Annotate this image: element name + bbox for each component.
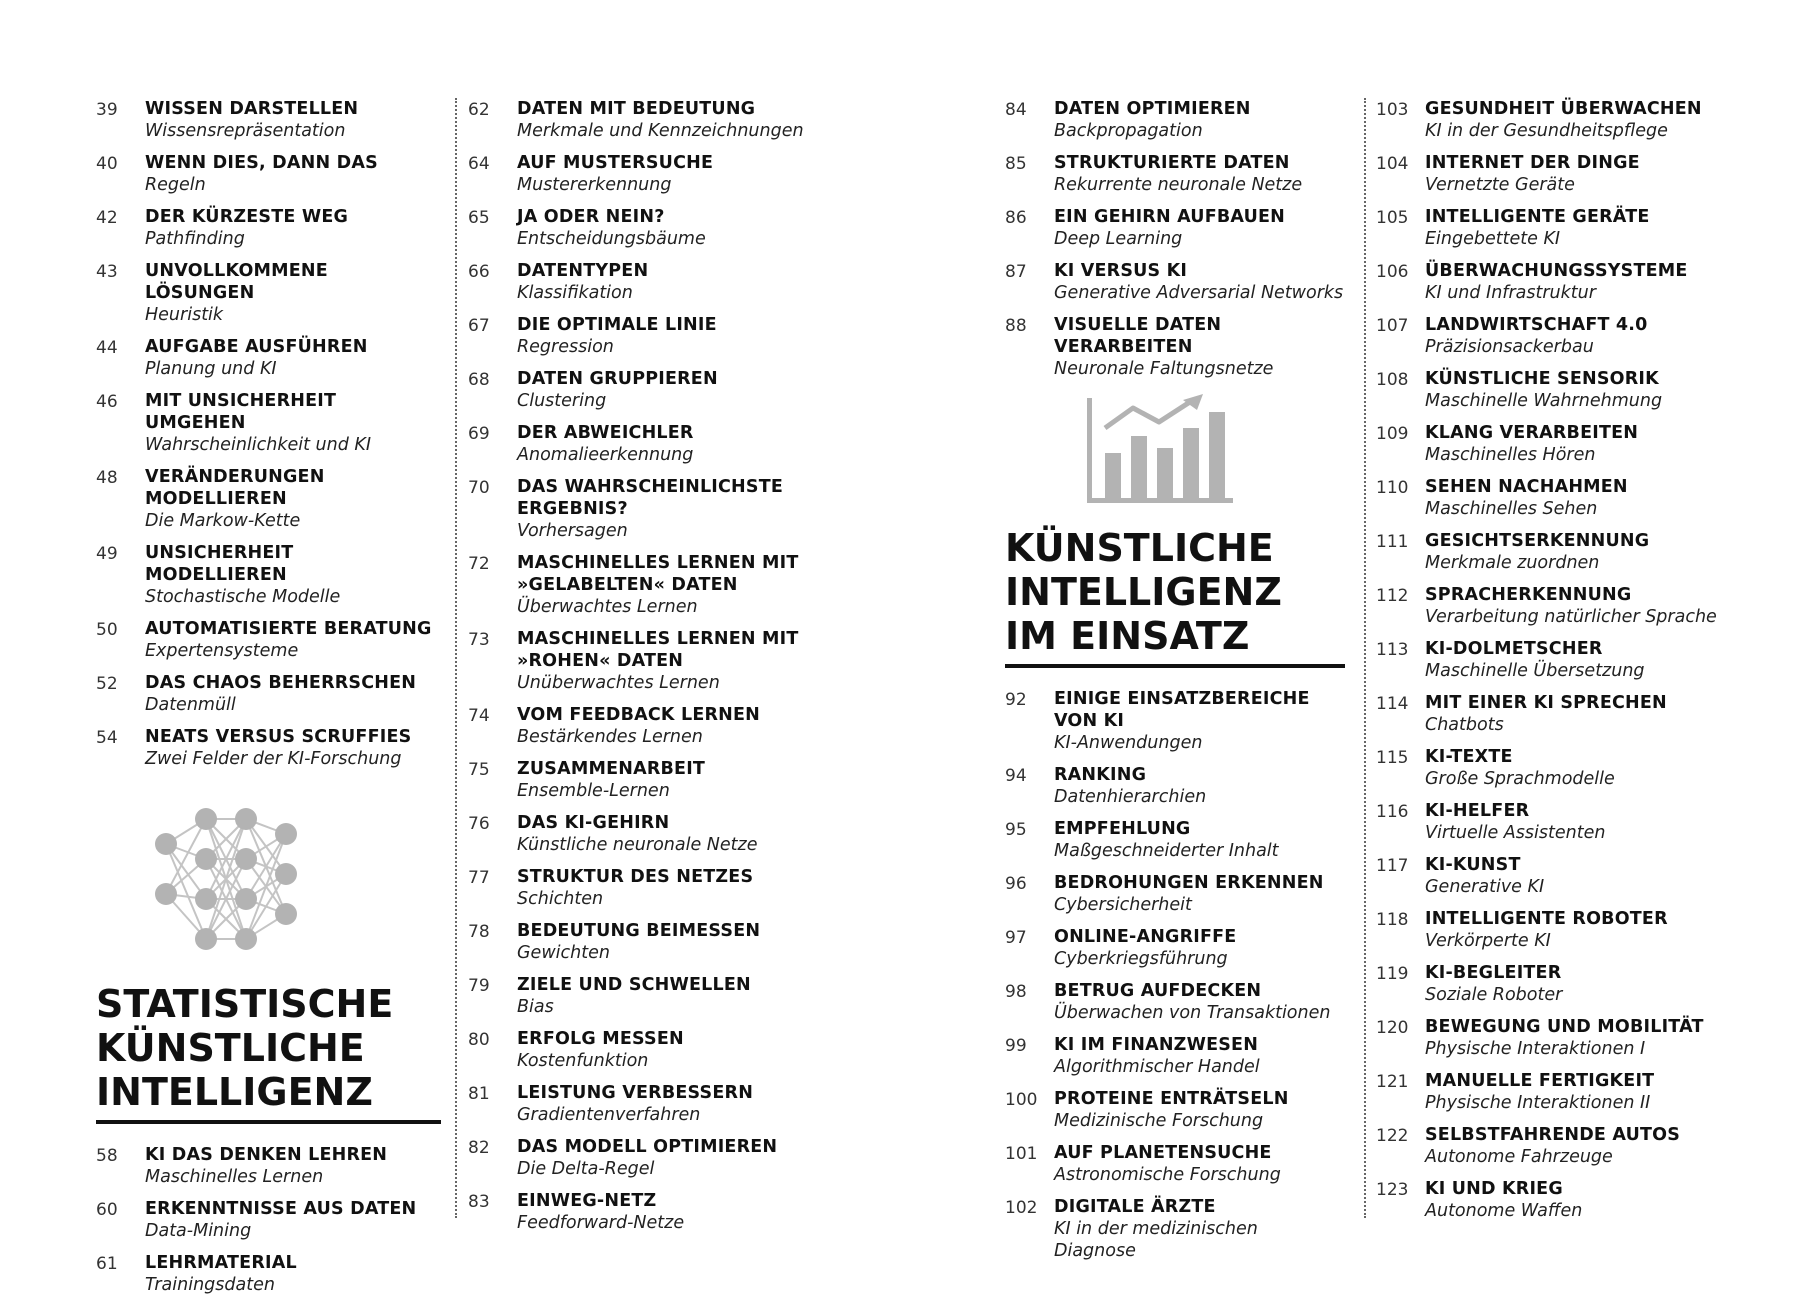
toc-entry[interactable] <box>1005 314 1345 380</box>
toc-column-3 <box>1005 98 1345 1272</box>
toc-entry[interactable] <box>1005 818 1345 862</box>
entry-subtitle: Große Sprachmodelle <box>1425 769 1615 789</box>
page-number: 58 <box>96 1146 118 1166</box>
page-number: 69 <box>468 424 490 444</box>
toc-entry[interactable] <box>96 98 441 142</box>
entry-subtitle: Physische Interaktionen I <box>1425 1039 1646 1059</box>
entry-title: ZUSAMMENARBEIT <box>517 759 706 779</box>
toc-entry[interactable] <box>468 974 828 1018</box>
entry-title: MASCHINELLES LERNEN MIT »ROHEN« DATEN <box>517 629 799 671</box>
page-number: 62 <box>468 100 490 120</box>
page-number: 50 <box>96 620 118 640</box>
toc-entry[interactable] <box>468 1082 828 1126</box>
entry-subtitle: Data-Mining <box>145 1221 252 1241</box>
toc-entry[interactable] <box>1376 854 1776 898</box>
entry-title: INTELLIGENTE GERÄTE <box>1425 207 1650 227</box>
toc-entry[interactable] <box>1376 746 1776 790</box>
page-number: 42 <box>96 208 118 228</box>
entry-title: DER ABWEICHLER <box>517 423 694 443</box>
page-number: 68 <box>468 370 490 390</box>
entry-title: LANDWIRTSCHAFT 4.0 <box>1425 315 1648 335</box>
toc-entry[interactable] <box>468 1136 828 1180</box>
toc-entry[interactable] <box>468 314 828 358</box>
page-number: 107 <box>1376 316 1409 336</box>
page-number: 75 <box>468 760 490 780</box>
toc-entry[interactable] <box>96 206 441 250</box>
entry-subtitle: Virtuelle Assistenten <box>1425 823 1606 843</box>
section-rule <box>96 1120 441 1124</box>
entry-title: EINIGE EINSATZBEREICHE VON KI <box>1054 689 1310 731</box>
entry-subtitle: Heuristik <box>145 305 224 325</box>
toc-entry[interactable] <box>1376 1178 1776 1222</box>
entry-title: INTERNET DER DINGE <box>1425 153 1640 173</box>
entry-title: SELBSTFAHRENDE AUTOS <box>1425 1125 1681 1145</box>
entry-title: ERKENNTNISSE AUS DATEN <box>145 1199 417 1219</box>
entry-subtitle: KI und Infrastruktur <box>1425 283 1596 303</box>
page-number: 102 <box>1005 1198 1038 1218</box>
entry-title: AUF MUSTERSUCHE <box>517 153 714 173</box>
page-number: 119 <box>1376 964 1409 984</box>
entry-title: MIT EINER KI SPRECHEN <box>1425 693 1667 713</box>
toc-entry[interactable] <box>1005 260 1345 304</box>
entry-subtitle: Pathfinding <box>145 229 245 249</box>
entry-subtitle: Planung und KI <box>145 359 277 379</box>
toc-entry[interactable] <box>96 466 441 532</box>
entry-subtitle: Die Delta-Regel <box>517 1159 655 1179</box>
toc-list <box>1005 688 1345 1262</box>
section-title: STATISTISCHE KÜNSTLICHE INTELLIGENZ <box>96 982 394 1114</box>
page-number: 104 <box>1376 154 1409 174</box>
entry-subtitle: Künstliche neuronale Netze <box>517 835 758 855</box>
page-number: 105 <box>1376 208 1409 228</box>
toc-list <box>468 98 828 1234</box>
page-number: 76 <box>468 814 490 834</box>
toc-entry[interactable] <box>96 336 441 380</box>
entry-subtitle: Generative KI <box>1425 877 1545 897</box>
page-number: 74 <box>468 706 490 726</box>
page-number: 87 <box>1005 262 1027 282</box>
entry-subtitle: Überwachen von Transaktionen <box>1054 1003 1331 1023</box>
entry-title: DATEN GRUPPIEREN <box>517 369 718 389</box>
page-number: 97 <box>1005 928 1027 948</box>
toc-list <box>1005 98 1345 380</box>
toc-entry[interactable] <box>1005 206 1345 250</box>
toc-entry[interactable] <box>468 260 828 304</box>
entry-title: DAS CHAOS BEHERRSCHEN <box>145 673 417 693</box>
entry-title: DAS KI-GEHIRN <box>517 813 670 833</box>
toc-entry[interactable] <box>1376 800 1776 844</box>
entry-subtitle: Die Markow-Kette <box>145 511 301 531</box>
toc-entry[interactable] <box>1376 98 1776 142</box>
page-number: 48 <box>96 468 118 488</box>
entry-title: UNVOLLKOMMENE LÖSUNGEN <box>145 261 328 303</box>
toc-entry[interactable] <box>468 1190 828 1234</box>
toc-entry[interactable] <box>468 552 828 618</box>
entry-title: ZIELE UND SCHWELLEN <box>517 975 751 995</box>
page-number: 106 <box>1376 262 1409 282</box>
entry-title: WISSEN DARSTELLEN <box>145 99 359 119</box>
toc-entry[interactable] <box>96 1198 441 1242</box>
toc-entry[interactable] <box>1376 476 1776 520</box>
toc-entry[interactable] <box>468 1028 828 1072</box>
page-number: 83 <box>468 1192 490 1212</box>
page-number: 85 <box>1005 154 1027 174</box>
page-number: 70 <box>468 478 490 498</box>
toc-entry[interactable] <box>1005 1196 1345 1262</box>
entry-title: KI-TEXTE <box>1425 747 1513 767</box>
page-number: 77 <box>468 868 490 888</box>
entry-title: GESUNDHEIT ÜBERWACHEN <box>1425 99 1702 119</box>
toc-entry[interactable] <box>1376 584 1776 628</box>
entry-title: DAS MODELL OPTIMIEREN <box>517 1137 778 1157</box>
entry-subtitle: Maschinelles Hören <box>1425 445 1596 465</box>
entry-title: BEDROHUNGEN ERKENNEN <box>1054 873 1324 893</box>
entry-subtitle: Trainingsdaten <box>145 1275 275 1295</box>
entry-subtitle: Backpropagation <box>1054 121 1203 141</box>
entry-subtitle: Vorhersagen <box>517 521 628 541</box>
column-divider <box>1364 98 1366 1218</box>
entry-subtitle: Datenmüll <box>145 695 236 715</box>
entry-subtitle: Stochastische Modelle <box>145 587 341 607</box>
page-number: 123 <box>1376 1180 1409 1200</box>
toc-entry[interactable] <box>468 98 828 142</box>
entry-title: SEHEN NACHAHMEN <box>1425 477 1628 497</box>
toc-entry[interactable] <box>96 152 441 196</box>
toc-entry[interactable] <box>468 758 828 802</box>
entry-subtitle: Physische Interaktionen II <box>1425 1093 1651 1113</box>
entry-subtitle: Deep Learning <box>1054 229 1183 249</box>
entry-title: DAS WAHRSCHEINLICHSTE ERGEBNIS? <box>517 477 783 519</box>
toc-entry[interactable] <box>1376 260 1776 304</box>
toc-entry[interactable] <box>468 628 828 694</box>
entry-subtitle: Expertensysteme <box>145 641 299 661</box>
entry-title: VERÄNDERUNGEN MODELLIEREN <box>145 467 325 509</box>
entry-title: KI-BEGLEITER <box>1425 963 1562 983</box>
page-number: 44 <box>96 338 118 358</box>
entry-title: KI UND KRIEG <box>1425 1179 1563 1199</box>
entry-title: NEATS VERSUS SCRUFFIES <box>145 727 412 747</box>
page-number: 54 <box>96 728 118 748</box>
toc-entry[interactable] <box>1005 98 1345 142</box>
toc-column-4 <box>1376 98 1776 1232</box>
toc-entry[interactable] <box>96 1144 441 1188</box>
page-number: 60 <box>96 1200 118 1220</box>
entry-subtitle: Medizinische Forschung <box>1054 1111 1264 1131</box>
page-number: 65 <box>468 208 490 228</box>
entry-subtitle: Kostenfunktion <box>517 1051 649 1071</box>
entry-subtitle: Regeln <box>145 175 206 195</box>
entry-subtitle: Klassifikation <box>517 283 633 303</box>
toc-entry[interactable] <box>468 920 828 964</box>
entry-subtitle: KI-Anwendungen <box>1054 733 1203 753</box>
toc-list <box>96 1144 441 1296</box>
toc-entry[interactable] <box>1376 206 1776 250</box>
page-number: 84 <box>1005 100 1027 120</box>
page-number: 117 <box>1376 856 1409 876</box>
entry-title: AUFGABE AUSFÜHREN <box>145 337 368 357</box>
entry-title: BEWEGUNG UND MOBILITÄT <box>1425 1017 1704 1037</box>
page-number: 81 <box>468 1084 490 1104</box>
column-divider <box>455 98 457 1218</box>
page-number: 86 <box>1005 208 1027 228</box>
toc-entry[interactable] <box>1376 962 1776 1006</box>
toc-entry[interactable] <box>96 672 441 716</box>
page-number: 98 <box>1005 982 1027 1002</box>
entry-subtitle: Maschinelle Wahrnehmung <box>1425 391 1663 411</box>
entry-subtitle: Algorithmischer Handel <box>1054 1057 1260 1077</box>
page-number: 40 <box>96 154 118 174</box>
entry-subtitle: Eingebettete KI <box>1425 229 1561 249</box>
toc-entry[interactable] <box>1376 530 1776 574</box>
entry-title: BETRUG AUFDECKEN <box>1054 981 1262 1001</box>
toc-entry[interactable] <box>468 206 828 250</box>
page-number: 114 <box>1376 694 1409 714</box>
toc-entry[interactable] <box>468 866 828 910</box>
page-number: 120 <box>1376 1018 1409 1038</box>
page-number: 64 <box>468 154 490 174</box>
page-number: 113 <box>1376 640 1409 660</box>
toc-entry[interactable] <box>96 390 441 456</box>
entry-subtitle: Verarbeitung natürlicher Sprache <box>1425 607 1717 627</box>
entry-title: SPRACHERKENNUNG <box>1425 585 1632 605</box>
toc-list <box>96 98 441 770</box>
page-number: 110 <box>1376 478 1409 498</box>
toc-column-1 <box>96 98 441 1306</box>
entry-title: UNSICHERHEIT MODELLIEREN <box>145 543 294 585</box>
entry-subtitle: Cyberkriegsführung <box>1054 949 1228 969</box>
toc-entry[interactable] <box>1005 872 1345 916</box>
toc-entry[interactable] <box>1005 764 1345 808</box>
entry-subtitle: Präzisionsackerbau <box>1425 337 1594 357</box>
page-number: 52 <box>96 674 118 694</box>
page-number: 96 <box>1005 874 1027 894</box>
toc-entry[interactable] <box>96 260 441 326</box>
toc-entry[interactable] <box>1376 1124 1776 1168</box>
entry-subtitle: Datenhierarchien <box>1054 787 1207 807</box>
toc-entry[interactable] <box>468 152 828 196</box>
page-number: 88 <box>1005 316 1027 336</box>
entry-title: DER KÜRZESTE WEG <box>145 207 349 227</box>
entry-subtitle: Bestärkendes Lernen <box>517 727 703 747</box>
entry-title: DIE OPTIMALE LINIE <box>517 315 717 335</box>
entry-title: EINWEG-NETZ <box>517 1191 657 1211</box>
page-number: 72 <box>468 554 490 574</box>
page-number: 108 <box>1376 370 1409 390</box>
entry-title: WENN DIES, DANN DAS <box>145 153 378 173</box>
entry-subtitle: Bias <box>517 997 554 1017</box>
entry-subtitle: Vernetzte Geräte <box>1425 175 1575 195</box>
page-number: 61 <box>96 1254 118 1274</box>
entry-subtitle: Ensemble-Lernen <box>517 781 670 801</box>
entry-title: KI DAS DENKEN LEHREN <box>145 1145 388 1165</box>
page-number: 46 <box>96 392 118 412</box>
page-number: 92 <box>1005 690 1027 710</box>
entry-subtitle: KI in der medizinischen Diagnose <box>1054 1219 1258 1261</box>
toc-entry[interactable] <box>1005 926 1345 970</box>
toc-entry[interactable] <box>1376 152 1776 196</box>
entry-title: EIN GEHIRN AUFBAUEN <box>1054 207 1286 227</box>
entry-title: MASCHINELLES LERNEN MIT »GELABELTEN« DATEN <box>517 553 799 595</box>
toc-entry[interactable] <box>1376 1016 1776 1060</box>
toc-list <box>1376 98 1776 1222</box>
entry-title: KÜNSTLICHE SENSORIK <box>1425 369 1659 389</box>
entry-title: ONLINE-ANGRIFFE <box>1054 927 1237 947</box>
page-number: 103 <box>1376 100 1409 120</box>
page-number: 115 <box>1376 748 1409 768</box>
entry-title: KI-DOLMETSCHER <box>1425 639 1603 659</box>
entry-subtitle: Feedforward-Netze <box>517 1213 685 1233</box>
entry-subtitle: Maschinelles Lernen <box>145 1167 324 1187</box>
page-number: 112 <box>1376 586 1409 606</box>
page-number: 95 <box>1005 820 1027 840</box>
entry-title: ÜBERWACHUNGSSYSTEME <box>1425 261 1688 281</box>
page-number: 73 <box>468 630 490 650</box>
neural-network-icon <box>151 804 321 954</box>
section-rule <box>1005 664 1345 668</box>
page-number: 116 <box>1376 802 1409 822</box>
toc-entry[interactable] <box>1376 314 1776 358</box>
entry-title: STRUKTUR DES NETZES <box>517 867 754 887</box>
toc-entry[interactable] <box>468 476 828 542</box>
section-title: KÜNSTLICHE INTELLIGENZ IM EINSATZ <box>1005 526 1282 658</box>
page-number: 78 <box>468 922 490 942</box>
entry-subtitle: Unüberwachtes Lernen <box>517 673 720 693</box>
entry-title: EMPFEHLUNG <box>1054 819 1191 839</box>
toc-entry[interactable] <box>96 542 441 608</box>
entry-title: VOM FEEDBACK LERNEN <box>517 705 761 725</box>
entry-title: KI-KUNST <box>1425 855 1521 875</box>
entry-subtitle: Zwei Felder der KI-Forschung <box>145 749 402 769</box>
toc-entry[interactable] <box>1376 422 1776 466</box>
entry-title: VISUELLE DATEN VERARBEITEN <box>1054 315 1222 357</box>
toc-entry[interactable] <box>1005 1142 1345 1186</box>
entry-subtitle: Mustererkennung <box>517 175 672 195</box>
entry-subtitle: Autonome Fahrzeuge <box>1425 1147 1613 1167</box>
bar-chart-trend-icon <box>1083 398 1233 508</box>
page-number: 100 <box>1005 1090 1038 1110</box>
entry-subtitle: KI in der Gesundheitspflege <box>1425 121 1668 141</box>
entry-subtitle: Rekurrente neuronale Netze <box>1054 175 1303 195</box>
entry-title: AUF PLANETENSUCHE <box>1054 1143 1272 1163</box>
page-number: 80 <box>468 1030 490 1050</box>
page-number: 101 <box>1005 1144 1038 1164</box>
entry-subtitle: Soziale Roboter <box>1425 985 1563 1005</box>
entry-title: JA ODER NEIN? <box>517 207 665 227</box>
entry-title: DATEN MIT BEDEUTUNG <box>517 99 756 119</box>
toc-entry[interactable] <box>1376 908 1776 952</box>
entry-title: KI-HELFER <box>1425 801 1530 821</box>
entry-subtitle: Generative Adversarial Networks <box>1054 283 1344 303</box>
page-number: 121 <box>1376 1072 1409 1092</box>
entry-title: MANUELLE FERTIGKEIT <box>1425 1071 1655 1091</box>
entry-title: LEISTUNG VERBESSERN <box>517 1083 754 1103</box>
toc-entry[interactable] <box>468 812 828 856</box>
entry-subtitle: Wissensrepräsentation <box>145 121 346 141</box>
page-number: 82 <box>468 1138 490 1158</box>
entry-subtitle: Anomalieerkennung <box>517 445 694 465</box>
entry-subtitle: Clustering <box>517 391 607 411</box>
entry-subtitle: Wahrscheinlichkeit und KI <box>145 435 372 455</box>
entry-subtitle: Gewichten <box>517 943 610 963</box>
entry-title: DATEN OPTIMIEREN <box>1054 99 1251 119</box>
entry-subtitle: Gradientenverfahren <box>517 1105 701 1125</box>
entry-title: INTELLIGENTE ROBOTER <box>1425 909 1668 929</box>
toc-column-2 <box>468 98 828 1244</box>
entry-title: DIGITALE ÄRZTE <box>1054 1197 1216 1217</box>
entry-subtitle: Chatbots <box>1425 715 1504 735</box>
toc-entry[interactable] <box>1005 688 1345 754</box>
page-number: 49 <box>96 544 118 564</box>
entry-title: ERFOLG MESSEN <box>517 1029 684 1049</box>
entry-subtitle: Überwachtes Lernen <box>517 597 698 617</box>
entry-title: BEDEUTUNG BEIMESSEN <box>517 921 761 941</box>
toc-entry[interactable] <box>1376 638 1776 682</box>
entry-title: STRUKTURIERTE DATEN <box>1054 153 1290 173</box>
entry-title: RANKING <box>1054 765 1147 785</box>
entry-title: AUTOMATISIERTE BERATUNG <box>145 619 432 639</box>
page-number: 122 <box>1376 1126 1409 1146</box>
entry-title: KI IM FINANZWESEN <box>1054 1035 1259 1055</box>
page-number: 94 <box>1005 766 1027 786</box>
toc-entry[interactable] <box>1376 692 1776 736</box>
entry-title: DATENTYPEN <box>517 261 649 281</box>
toc-entry[interactable] <box>468 368 828 412</box>
page-number: 99 <box>1005 1036 1027 1056</box>
toc-entry[interactable] <box>1005 980 1345 1024</box>
entry-title: GESICHTSERKENNUNG <box>1425 531 1650 551</box>
page-number: 67 <box>468 316 490 336</box>
entry-title: PROTEINE ENTRÄTSELN <box>1054 1089 1289 1109</box>
page-number: 118 <box>1376 910 1409 930</box>
toc-entry[interactable] <box>468 704 828 748</box>
page-number: 43 <box>96 262 118 282</box>
toc-entry[interactable] <box>1376 368 1776 412</box>
toc-entry[interactable] <box>96 726 441 770</box>
entry-subtitle: Schichten <box>517 889 604 909</box>
entry-subtitle: Cybersicherheit <box>1054 895 1192 915</box>
entry-title: MIT UNSICHERHEIT UMGEHEN <box>145 391 337 433</box>
entry-subtitle: Merkmale zuordnen <box>1425 553 1600 573</box>
page-number: 109 <box>1376 424 1409 444</box>
entry-title: KI VERSUS KI <box>1054 261 1188 281</box>
toc-entry[interactable] <box>1005 152 1345 196</box>
entry-subtitle: Astronomische Forschung <box>1054 1165 1281 1185</box>
entry-subtitle: Regression <box>517 337 614 357</box>
page-number: 111 <box>1376 532 1409 552</box>
entry-subtitle: Maschinelle Übersetzung <box>1425 661 1645 681</box>
toc-entry[interactable] <box>1005 1088 1345 1132</box>
page-number: 66 <box>468 262 490 282</box>
entry-subtitle: Merkmale und Kennzeichnungen <box>517 121 804 141</box>
page-number: 79 <box>468 976 490 996</box>
entry-subtitle: Autonome Waffen <box>1425 1201 1583 1221</box>
entry-subtitle: Verkörperte KI <box>1425 931 1551 951</box>
entry-subtitle: Entscheidungsbäume <box>517 229 706 249</box>
toc-entry[interactable] <box>468 422 828 466</box>
toc-entry[interactable] <box>96 618 441 662</box>
entry-subtitle: Neuronale Faltungsnetze <box>1054 359 1274 379</box>
page-number: 39 <box>96 100 118 120</box>
entry-subtitle: Maßgeschneiderter Inhalt <box>1054 841 1279 861</box>
toc-entry[interactable] <box>96 1252 441 1296</box>
entry-title: LEHRMATERIAL <box>145 1253 297 1273</box>
entry-subtitle: Maschinelles Sehen <box>1425 499 1598 519</box>
entry-title: KLANG VERARBEITEN <box>1425 423 1639 443</box>
toc-entry[interactable] <box>1005 1034 1345 1078</box>
toc-entry[interactable] <box>1376 1070 1776 1114</box>
